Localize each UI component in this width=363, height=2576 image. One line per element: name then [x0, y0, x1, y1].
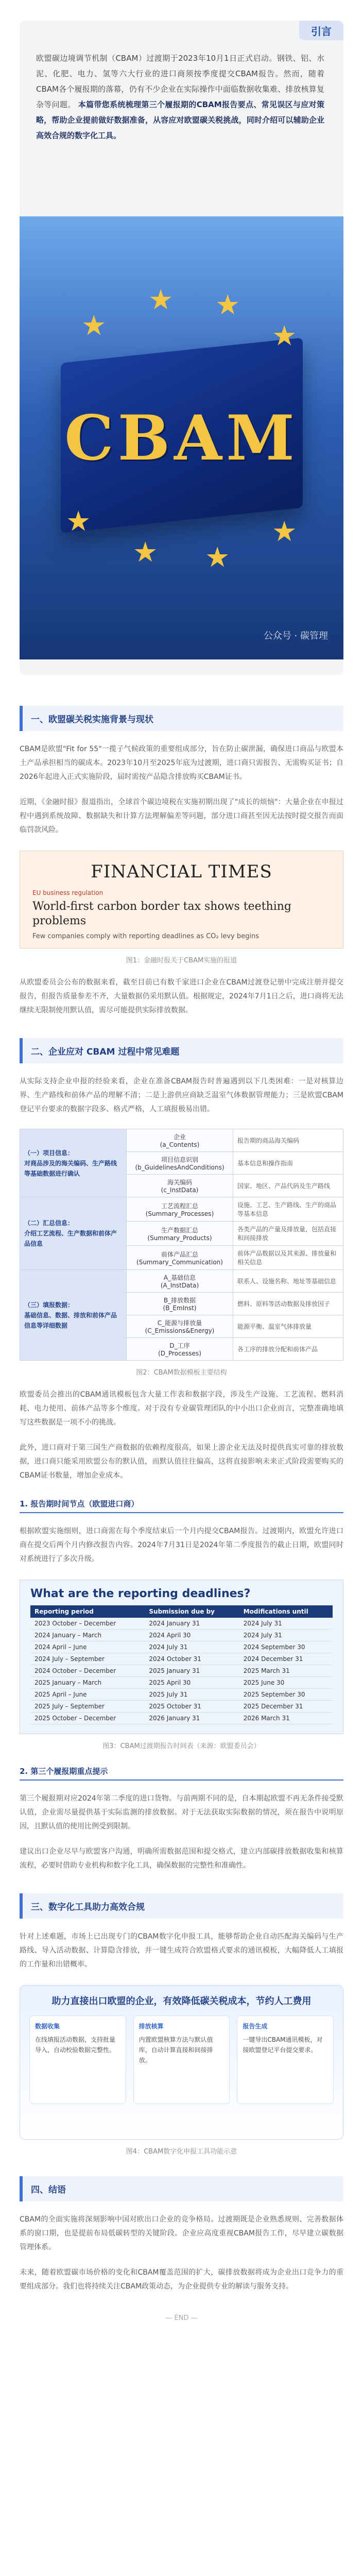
deadline-row [30, 1618, 333, 1630]
figure-caption: 图3：CBAM过渡期报告时间表（来源：欧盟委员会） [102, 1742, 261, 1750]
section-heading: 四、结语 [20, 2176, 343, 2201]
deadline-cell: 2024 July 31 [239, 1618, 333, 1630]
table-category-cell: （一）项目信息： 对商品涉及的海关编码、生产路线等基础数据进行确认 [20, 1129, 127, 1197]
table-description-cell: 国家、地区、产品代码及生产路线 [233, 1175, 343, 1197]
star-icon: ★ [81, 309, 107, 342]
paragraph: 此外，进口商对于第三国生产商数据的依赖程度很高，如果上游企业无法及时提供真实可靠的排放数据，进口商只能采用欧盟公布的默认值，而默认值往往偏高，这将直接影响未来正式阶段需要购买的CBAM证书数量，增加企业成本。 [20, 1444, 343, 1480]
table-field-cell: 企业 (a_Contents) [127, 1129, 233, 1152]
deadline-header-cell: Submission due by [145, 1605, 239, 1618]
deadline-cell: 2024 September 30 [239, 1641, 333, 1653]
star-icon: ★ [133, 536, 158, 568]
deadline-cell: 2026 January 31 [145, 1713, 239, 1724]
paragraph: 未来，随着欧盟碳市场价格的变化和CBAM覆盖范围的扩大，碳排放数据将成为企业出口竞争力的重要组成部分。我们也将持续关注CBAM政策动态，为企业提供专业的解读与服务支持。 [20, 2268, 343, 2291]
star-icon: ★ [272, 319, 297, 352]
promo-column-text: 一键导出CBAM通讯模板，对接欧盟登记平台提交要求。 [243, 2036, 323, 2054]
table-row [20, 1197, 343, 1222]
table-description-cell: 联系人、设施名称、地址等基础信息 [233, 1270, 343, 1293]
table-field-cell: 工艺流程汇总 (Summary_Processes) [127, 1197, 233, 1222]
ft-article-image [20, 851, 343, 948]
table-description-cell: 燃料、原料等活动数据及排放因子 [233, 1293, 343, 1315]
paragraph: CBAM的全面实施将深刻影响中国对欧出口企业的竞争格局。过渡期既是企业熟悉规则、完善数据体系的窗口期，也是提前布局低碳转型的关键阶段。企业应高度重视CBAM报告工作，尽早建立碳数据管理体系。 [20, 2215, 343, 2251]
deadline-header-cell: Modifications until [239, 1605, 333, 1618]
section-heading: 三、数字化工具助力高效合规 [20, 1893, 343, 1919]
deadline-cell: 2025 March 31 [239, 1665, 333, 1677]
deadline-cell: 2025 June 30 [239, 1677, 333, 1689]
table-row [20, 1129, 343, 1152]
deadline-row [30, 1665, 333, 1677]
end-mark: — END — [165, 2314, 198, 2322]
table-description-cell: 能源平衡、温室气体排放量 [233, 1315, 343, 1338]
table-field-cell: 海关编码 (c_InstData) [127, 1175, 233, 1197]
section-heading: 二、企业应对 CBAM 过程中常见难题 [20, 1038, 343, 1063]
promo-column-title: 排放核算 [139, 2023, 164, 2030]
article-body [20, 685, 343, 2322]
paragraph: 针对上述难题，市场上已出现专门的CBAM数字化申报工具，能够帮助企业自动匹配海关编码与生产路线、导入活动数据、计算隐含排放，并一键生成符合欧盟格式要求的通讯模板，大幅降低人工填报的工作量和出错概率。 [20, 1933, 343, 1969]
deadline-cell: 2025 January – March [30, 1677, 145, 1689]
hero-image [20, 216, 343, 659]
deadline-cell: 2024 October – December [30, 1665, 145, 1677]
deadline-row [30, 1713, 333, 1724]
deadline-cell: 2024 December 31 [239, 1653, 333, 1665]
promo-column [29, 2015, 126, 2104]
intro-badge: 引言 [299, 21, 343, 40]
table-field-cell: D_工序 (D_Processes) [127, 1338, 233, 1361]
paragraph: CBAM是欧盟"Fit for 55"一揽子气候政策的重要组成部分，旨在防止碳泄漏，确保进口商品与欧盟本土产品承担相当的碳成本。2023年10月至2025年底为过渡期，进口商只需报告、无需购买证书；自2026年起进入正式实施阶段，届时需按产品隐含排放购买CBAM证书。 [20, 745, 343, 781]
promo-column-text: 在线填报活动数据，支持批量导入，自动校验数据完整性。 [35, 2036, 116, 2054]
ft-tag: EU business regulation [32, 889, 103, 896]
deadline-cell: 2025 July 31 [145, 1689, 239, 1701]
deadline-row [30, 1677, 333, 1689]
deadline-row [30, 1701, 333, 1713]
intro-text [36, 50, 324, 143]
promo-column-title: 数据收集 [35, 2023, 60, 2030]
table-description-cell: 设施、工艺、生产路线、生产的商品等基本信息 [233, 1197, 343, 1222]
deadline-cell: 2024 April 30 [145, 1630, 239, 1641]
watermark: 公众号 · 碳管理 [263, 631, 328, 641]
deadline-cell: 2026 March 31 [239, 1713, 333, 1724]
deadline-cell: 2024 January 31 [145, 1618, 239, 1630]
deadline-cell: 2024 July 31 [145, 1641, 239, 1653]
ft-subheadline: Few companies comply with reporting deadlines as CO₂ levy begins [32, 933, 259, 940]
cbam-template-table [20, 1129, 343, 1361]
figure-caption: 图2：CBAM数据模板主要结构 [136, 1369, 227, 1377]
paragraph: 从欧盟委员会公布的数据来看，截至目前已有数千家进口企业在CBAM过渡登记册中完成注册并提交报告，但报告质量参差不齐，大量数据仍采用默认值。根据规定，2024年7月1日之后，进口商将无法继续无限制使用默认值，需尽可能提供实际排放数据。 [20, 978, 343, 1014]
promo-title: 助力直接出口欧盟的企业，有效降低碳关税成本，节约人工费用 [51, 1996, 312, 2007]
ft-logo: FINANCIAL TIMES [91, 861, 272, 882]
deadline-row [30, 1630, 333, 1641]
promo-card [20, 1985, 343, 2140]
deadline-cell: 2024 July 31 [239, 1630, 333, 1641]
paragraph: 第三个履报期对应2024年第二季度的进口货物。与前两期不同的是，自本期起欧盟不再无条件接受默认值，企业需尽量提供基于实际监测的排放数据。对于无法获取实际数据的情况，须在报告中说明原因，且默认值的使用比例受到限制。 [20, 1794, 343, 1831]
deadline-cell: 2025 April 30 [145, 1677, 239, 1689]
paragraph: 建议出口企业尽早与欧盟客户沟通，明确所需数据范围和提交格式，建立内部碳排放数据收集和核算流程，必要时借助专业机构和数字化工具，确保数据的完整性和准确性。 [20, 1848, 343, 1870]
figure-caption: 图4：CBAM数字化申报工具功能示意 [126, 2148, 237, 2156]
star-icon: ★ [66, 505, 91, 537]
promo-column [133, 2015, 230, 2104]
subsection-heading: 1. 报告期时间节点（欧盟进口商） [20, 1498, 343, 1513]
deadline-cell: 2023 October – December [30, 1618, 145, 1630]
deadline-image [20, 1580, 343, 1734]
table-field-cell: 生产数据汇总 (Summary_Products) [127, 1222, 233, 1246]
ft-headline: World-first carbon border tax shows teething problems [32, 900, 292, 927]
promo-column-text: 内置欧盟核算方法与默认值库，自动计算直接和间接排放。 [139, 2036, 213, 2064]
deadline-title: What are the reporting deadlines? [30, 1587, 251, 1600]
deadline-cell: 2024 January – March [30, 1630, 145, 1641]
table-description-cell: 各工序的排放分配和前体产品 [233, 1338, 343, 1361]
table-row [20, 1270, 343, 1293]
star-icon: ★ [205, 541, 230, 573]
promo-columns [29, 2015, 334, 2104]
figure-caption: 图1：金融时报关于CBAM实施的报道 [126, 957, 237, 964]
intro-highlight: 本篇带您系统梳理第三个履报期的CBAM报告要点、常见误区与应对策略，帮助企业提前做好数据准备，从容应对欧盟碳关税挑战，同时介绍可以辅助企业高效合规的数字化工具。 [36, 100, 324, 140]
deadline-cell: 2024 October 31 [145, 1653, 239, 1665]
table-category-cell: （二）汇总信息： 介绍工艺流程、生产数据和前体产品信息 [20, 1197, 127, 1270]
intro-paragraph: 欧盟碳边境调节机制（CBAM）过渡期于2023年10月1日正式启动。钢铁、铝、水泥、化肥、电力、氢等六大行业的进口商须按季度提交CBAM报告。然而，随着CBAM各个履报期的落幕，仍有不少企业在实际操作中面临数据收集难、排放核算复杂等问题。 [36, 54, 324, 109]
star-icon: ★ [148, 283, 174, 316]
cbam-wordmark: CBAM [64, 402, 299, 474]
deadline-row [30, 1653, 333, 1665]
promo-column-title: 报告生成 [243, 2023, 268, 2030]
star-icon: ★ [272, 515, 297, 548]
paragraph: 根据欧盟实施细则，进口商需在每个季度结束后一个月内提交CBAM报告。过渡期内，欧盟允许进口商在提交后两个月内修改报告内容。2024年7月31日是2024年第二季度报告的截止日期，欧盟同时对系统进行了多次升级。 [20, 1527, 343, 1563]
deadline-cell: 2025 April – June [30, 1689, 145, 1701]
table-field-cell: C_能源与排放量 (C_Emissions&Energy) [127, 1315, 233, 1338]
deadline-cell: 2024 July – September [30, 1653, 145, 1665]
deadline-table [30, 1605, 333, 1724]
star-icon: ★ [215, 289, 240, 321]
table-category-cell: （三）填报数据： 基础信息、数据、排放和前体产品信息等详细数据 [20, 1270, 127, 1361]
deadline-cell: 2025 July – September [30, 1701, 145, 1713]
paragraph: 从实际支持企业申报的经验来看，企业在准备CBAM报告时普遍遇到以下几类困难：一是对核算边界、生产路线和前体产品的理解不清；二是上游供应商缺乏温室气体数据管理能力；三是欧盟CBAM登记平台要求的数据字段多、格式严格，人工填报极易出错。 [20, 1077, 343, 1113]
table-description-cell: 前体产品数据以及其来源、排放量和相关信息 [233, 1246, 343, 1270]
paragraph: 欧盟委员会推出的CBAM通讯模板包含大量工作表和数据字段，涉及生产设施、工艺流程、燃料消耗、电力使用、前体产品等多个维度。对于没有专业碳管理团队的中小出口企业而言，完整准确地填写这些数据是一项不小的挑战。 [20, 1391, 343, 1427]
table-description-cell: 基本信息和操作指南 [233, 1152, 343, 1175]
table-field-cell: B_排放数据 (B_EmInst) [127, 1293, 233, 1315]
deadline-row [30, 1689, 333, 1701]
deadline-cell: 2025 September 30 [239, 1689, 333, 1701]
table-field-cell: 前体产品汇总 (Summary_Communication) [127, 1246, 233, 1270]
deadline-cell: 2025 October 31 [145, 1701, 239, 1713]
promo-column [237, 2015, 334, 2104]
table-field-cell: A_基础信息 (A_InstData) [127, 1270, 233, 1293]
table-description-cell: 报告期的商品海关编码 [233, 1129, 343, 1152]
deadline-cell: 2025 October – December [30, 1713, 145, 1724]
subsection-heading: 2. 第三个履报期重点提示 [20, 1766, 343, 1781]
section-heading: 一、欧盟碳关税实施背景与现状 [20, 706, 343, 731]
deadline-row [30, 1641, 333, 1653]
paragraph: 近期，《金融时报》报道指出，全球首个碳边境税在实施初期出现了"成长的烦恼"：大量企业在申报过程中遇到系统故障、数据缺失和计算方法理解偏差等问题，部分进口商甚至因无法按时提交报告而面临罚款风险。 [20, 798, 343, 834]
table-description-cell: 各类产品的产量及排放量，包括直接和间接排放 [233, 1222, 343, 1246]
deadline-cell: 2024 April – June [30, 1641, 145, 1653]
deadline-cell: 2025 December 31 [239, 1701, 333, 1713]
deadline-header-cell: Reporting period [30, 1605, 145, 1618]
deadline-cell: 2025 January 31 [145, 1665, 239, 1677]
table-field-cell: 项目信息识别 (b_GuidelinesAndConditions) [127, 1152, 233, 1175]
